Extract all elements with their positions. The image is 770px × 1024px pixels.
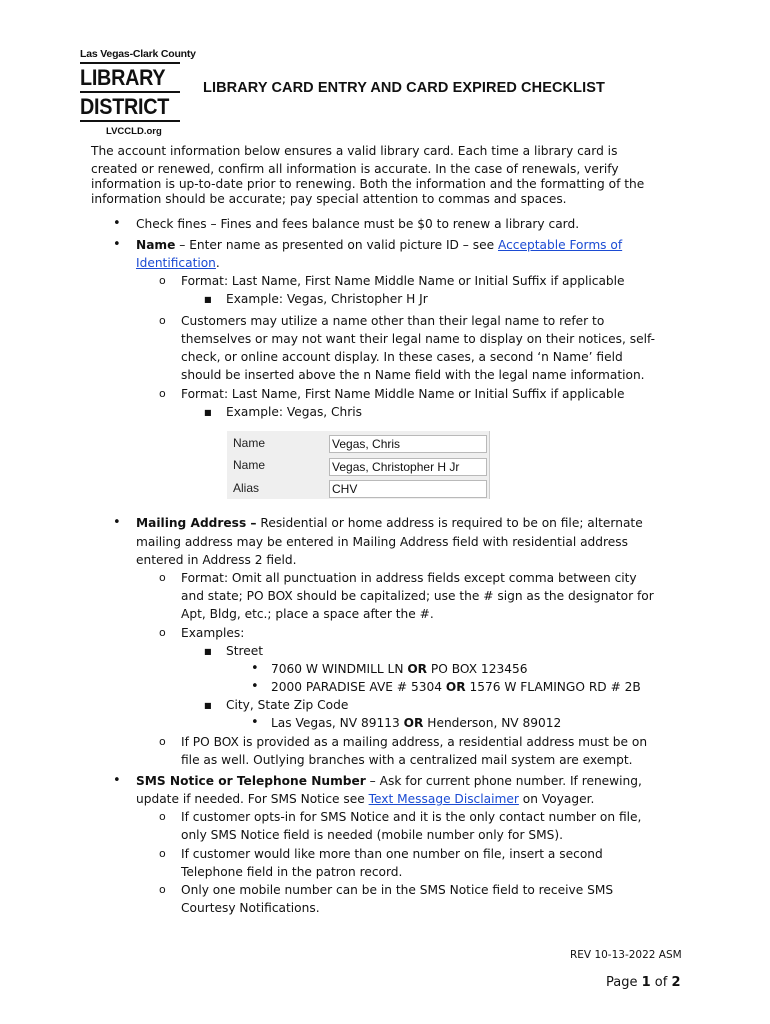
- name-field-value: Vegas, Chris: [329, 435, 487, 453]
- square-bullet-icon: ■: [204, 295, 212, 304]
- bullet-icon: •: [113, 773, 121, 788]
- circle-bullet-icon: o: [159, 883, 166, 896]
- name-fields-screenshot: [227, 431, 490, 499]
- identification-link[interactable]: Identification: [136, 256, 216, 270]
- square-bullet-icon: ■: [204, 408, 212, 417]
- pobox-line: file as well. Outlying branches with a centralized mail system are exempt.: [181, 753, 633, 767]
- customers-line: should be inserted above the n Name field with the legal name information.: [181, 368, 645, 382]
- mailing-format-line: Format: Omit all punctuation in address fields except comma between city: [181, 571, 637, 585]
- mailing-format-line: and state; PO BOX should be capitalized; use the # sign as the designator for: [181, 589, 654, 603]
- sms-sub-line: If customer would like more than one number on file, insert a second: [181, 847, 603, 861]
- revision-label: REV 10-13-2022 ASM: [570, 949, 682, 961]
- bullet-icon: •: [113, 216, 121, 231]
- name-item: [136, 236, 622, 254]
- fines-text: Check fines – Fines and fees balance must be $0 to renew a library card.: [136, 217, 580, 231]
- logo-url: LVCCLD.org: [106, 126, 162, 137]
- name-item-cont: [136, 254, 220, 272]
- street-example-2: [271, 678, 641, 696]
- square-bullet-icon: ■: [204, 701, 212, 710]
- or-text: OR: [445, 680, 466, 694]
- street-text: 2000 PARADISE AVE # 5304: [271, 680, 446, 694]
- sms-text: on Voyager.: [518, 792, 595, 806]
- mailing-line: entered in Address 2 field.: [136, 553, 297, 567]
- bullet-icon: •: [251, 715, 259, 730]
- sms-sub-line: Only one mobile number can be in the SMS Notice field to receive SMS: [181, 883, 614, 897]
- field-label: Alias: [233, 481, 260, 495]
- customers-line: check, or online account display. In these cases, a second ‘n Name’ field: [181, 350, 623, 364]
- intro-line: information is up-to-date prior to renewing. Both the information and the formatting of the: [91, 177, 645, 191]
- field-label: Name: [233, 436, 266, 450]
- name-example-1: Example: Vegas, Christopher H Jr: [226, 292, 428, 306]
- bullet-icon: •: [113, 515, 121, 530]
- circle-bullet-icon: o: [159, 314, 166, 327]
- logo-line-2: DISTRICT: [80, 94, 170, 119]
- acceptable-forms-link[interactable]: Acceptable Forms of: [497, 238, 623, 252]
- mailing-text: Residential or home address is required to be on file; alternate: [256, 516, 643, 530]
- name-text: – Enter name as presented on valid picture ID – see: [175, 238, 498, 252]
- logo-rule: [80, 91, 180, 93]
- page-number: [606, 975, 681, 990]
- sms-sub-line: only SMS Notice field is needed (mobile number only for SMS).: [181, 828, 563, 842]
- logo-rule: [80, 62, 180, 64]
- city-label: City, State Zip Code: [226, 698, 349, 712]
- circle-bullet-icon: o: [159, 387, 166, 400]
- mailing-line: mailing address may be entered in Mailing Address field with residential address: [136, 535, 628, 549]
- circle-bullet-icon: o: [159, 847, 166, 860]
- name-period: .: [215, 256, 220, 270]
- or-text: OR: [403, 716, 424, 730]
- field-label: Name: [233, 458, 266, 472]
- circle-bullet-icon: o: [159, 810, 166, 823]
- or-text: OR: [407, 662, 428, 676]
- library-district-logo: [80, 48, 196, 137]
- page-total: 2: [671, 975, 681, 990]
- name-format-1: Format: Last Name, First Name Middle Name or Initial Suffix if applicable: [181, 274, 625, 288]
- sms-item-cont: [136, 790, 594, 808]
- name-format-2: Format: Last Name, First Name Middle Name or Initial Suffix if applicable: [181, 387, 625, 401]
- circle-bullet-icon: o: [159, 274, 166, 287]
- sms-label: SMS Notice or Telephone Number: [136, 774, 366, 788]
- bullet-icon: •: [113, 237, 121, 252]
- street-example-1: [271, 660, 527, 678]
- logo-tagline: Las Vegas-Clark County: [80, 48, 196, 60]
- page-title: LIBRARY CARD ENTRY AND CARD EXPIRED CHECKLIST: [203, 80, 605, 96]
- square-bullet-icon: ■: [204, 647, 212, 656]
- city-text: Las Vegas, NV 89113: [271, 716, 404, 730]
- name-label: Name: [136, 238, 176, 252]
- city-example: [271, 714, 561, 732]
- page-current: 1: [641, 975, 651, 990]
- bullet-icon: •: [251, 661, 259, 676]
- street-text: 7060 W WINDMILL LN: [271, 662, 408, 676]
- logo-line-1: LIBRARY: [80, 65, 166, 90]
- sms-sub-line: If customer opts-in for SMS Notice and it is the only contact number on file,: [181, 810, 642, 824]
- street-label: Street: [226, 644, 264, 658]
- intro-line: information should be accurate; pay special attention to commas and spaces.: [91, 192, 567, 206]
- city-text: Henderson, NV 89012: [423, 716, 562, 730]
- name-field-value: Vegas, Christopher H Jr: [329, 458, 487, 476]
- page-word: Page: [606, 975, 642, 990]
- intro-line: created or renewed, confirm all information is accurate. In the case of renewals, verify: [91, 162, 619, 176]
- circle-bullet-icon: o: [159, 626, 166, 639]
- mailing-item: [136, 514, 643, 532]
- customers-line: themselves or may not want their legal name to display on their notices, self-: [181, 332, 655, 346]
- text-message-disclaimer-link[interactable]: Text Message Disclaimer: [368, 792, 519, 806]
- pobox-line: If PO BOX is provided as a mailing address, a residential address must be on: [181, 735, 648, 749]
- mailing-format-line: Apt, Bldg, etc.; place a space after the #.: [181, 607, 434, 621]
- sms-text: – Ask for current phone number. If renewing,: [365, 774, 642, 788]
- logo-rule: [80, 120, 180, 122]
- name-example-2: Example: Vegas, Chris: [226, 405, 363, 419]
- examples-label: Examples:: [181, 626, 245, 640]
- bullet-icon: •: [251, 679, 259, 694]
- intro-line: The account information below ensures a valid library card. Each time a library card is: [91, 144, 618, 158]
- sms-item: [136, 772, 642, 790]
- sms-sub-line: Courtesy Notifications.: [181, 901, 320, 915]
- alias-field-value: CHV: [329, 480, 487, 498]
- sms-sub-line: Telephone field in the patron record.: [181, 865, 403, 879]
- circle-bullet-icon: o: [159, 735, 166, 748]
- customers-line: Customers may utilize a name other than their legal name to refer to: [181, 314, 605, 328]
- sms-text: update if needed. For SMS Notice see: [136, 792, 369, 806]
- street-text: 1576 W FLAMINGO RD # 2B: [465, 680, 641, 694]
- circle-bullet-icon: o: [159, 571, 166, 584]
- mailing-label: Mailing Address –: [136, 516, 257, 530]
- street-text: PO BOX 123456: [427, 662, 528, 676]
- of-word: of: [650, 975, 672, 990]
